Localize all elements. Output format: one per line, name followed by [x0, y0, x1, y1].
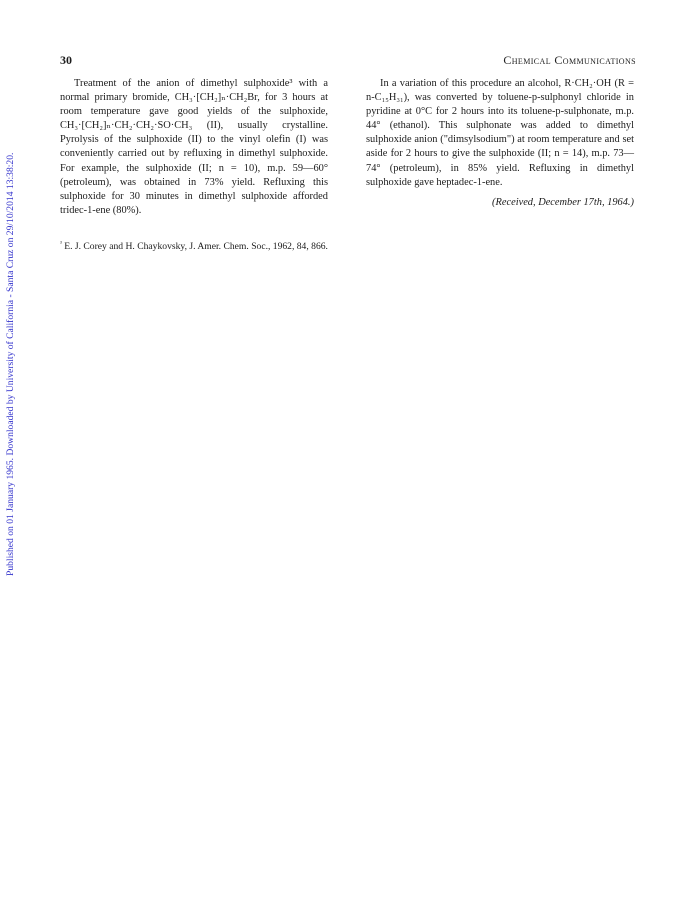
- right-column: [366, 77, 634, 210]
- footnote: [60, 238, 636, 253]
- page-header: [60, 53, 636, 69]
- footnote-text: E. J. Corey and H. Chaykovsky, J. Amer. Chem. Soc., 1962, 84, 866.: [64, 241, 328, 253]
- journal-title: Chemical Communications: [503, 53, 636, 67]
- right-paragraph: In a variation of this procedure an alcohol, R·CH₂·OH (R = n-C₁₅H₃₁), was converted by toluene-p-sulphonyl chloride in pyridine at 0°C for 2 hours into its toluene-p-sulphonate, m.p. 44° (ethanol). This sulphonate was added to dimethyl sulphoxide anion ("dimsylsodium") at room temperature and set aside for 2 hours to give the sulphoxide (II; n = 14), m.p. 73—74° (petroleum), in 85% yield. Refluxing in dimethyl sulphoxide gave heptadec-1-ene.: [366, 78, 634, 188]
- left-column: [60, 77, 328, 218]
- page-number: 30: [60, 53, 72, 67]
- left-paragraph: Treatment of the anion of dimethyl sulphoxide³ with a normal primary bromide, CH₃·[CH₂]ₙ·CH₂Br, for 3 hours at room temperature gave good yields of the sulphoxide, CH₃·[CH₂]ₙ·CH₂·CH₂·SO·CH₃ (II), usually crystalline. Pyrolysis of the sulphoxide (II) to the vinyl olefin (I) was conveniently carried out by refluxing in dimethyl sulphoxide. For example, the sulphoxide (II; n = 10), m.p. 59—60° (petroleum), was obtained in 73% yield. Refluxing this sulphoxide for 30 minutes in dimethyl sulphoxide afforded tridec-1-ene (80%).: [60, 78, 328, 216]
- received-date: [366, 196, 634, 210]
- download-watermark-text: Published on 01 January 1965. Downloaded by University of California - Santa Cruz on 29/10/2014 13:38:20.: [5, 152, 16, 576]
- footnote-marker: ³: [60, 241, 62, 247]
- received-date-text: (Received, December 17th, 1964.): [492, 196, 634, 208]
- download-watermark: [4, 104, 18, 576]
